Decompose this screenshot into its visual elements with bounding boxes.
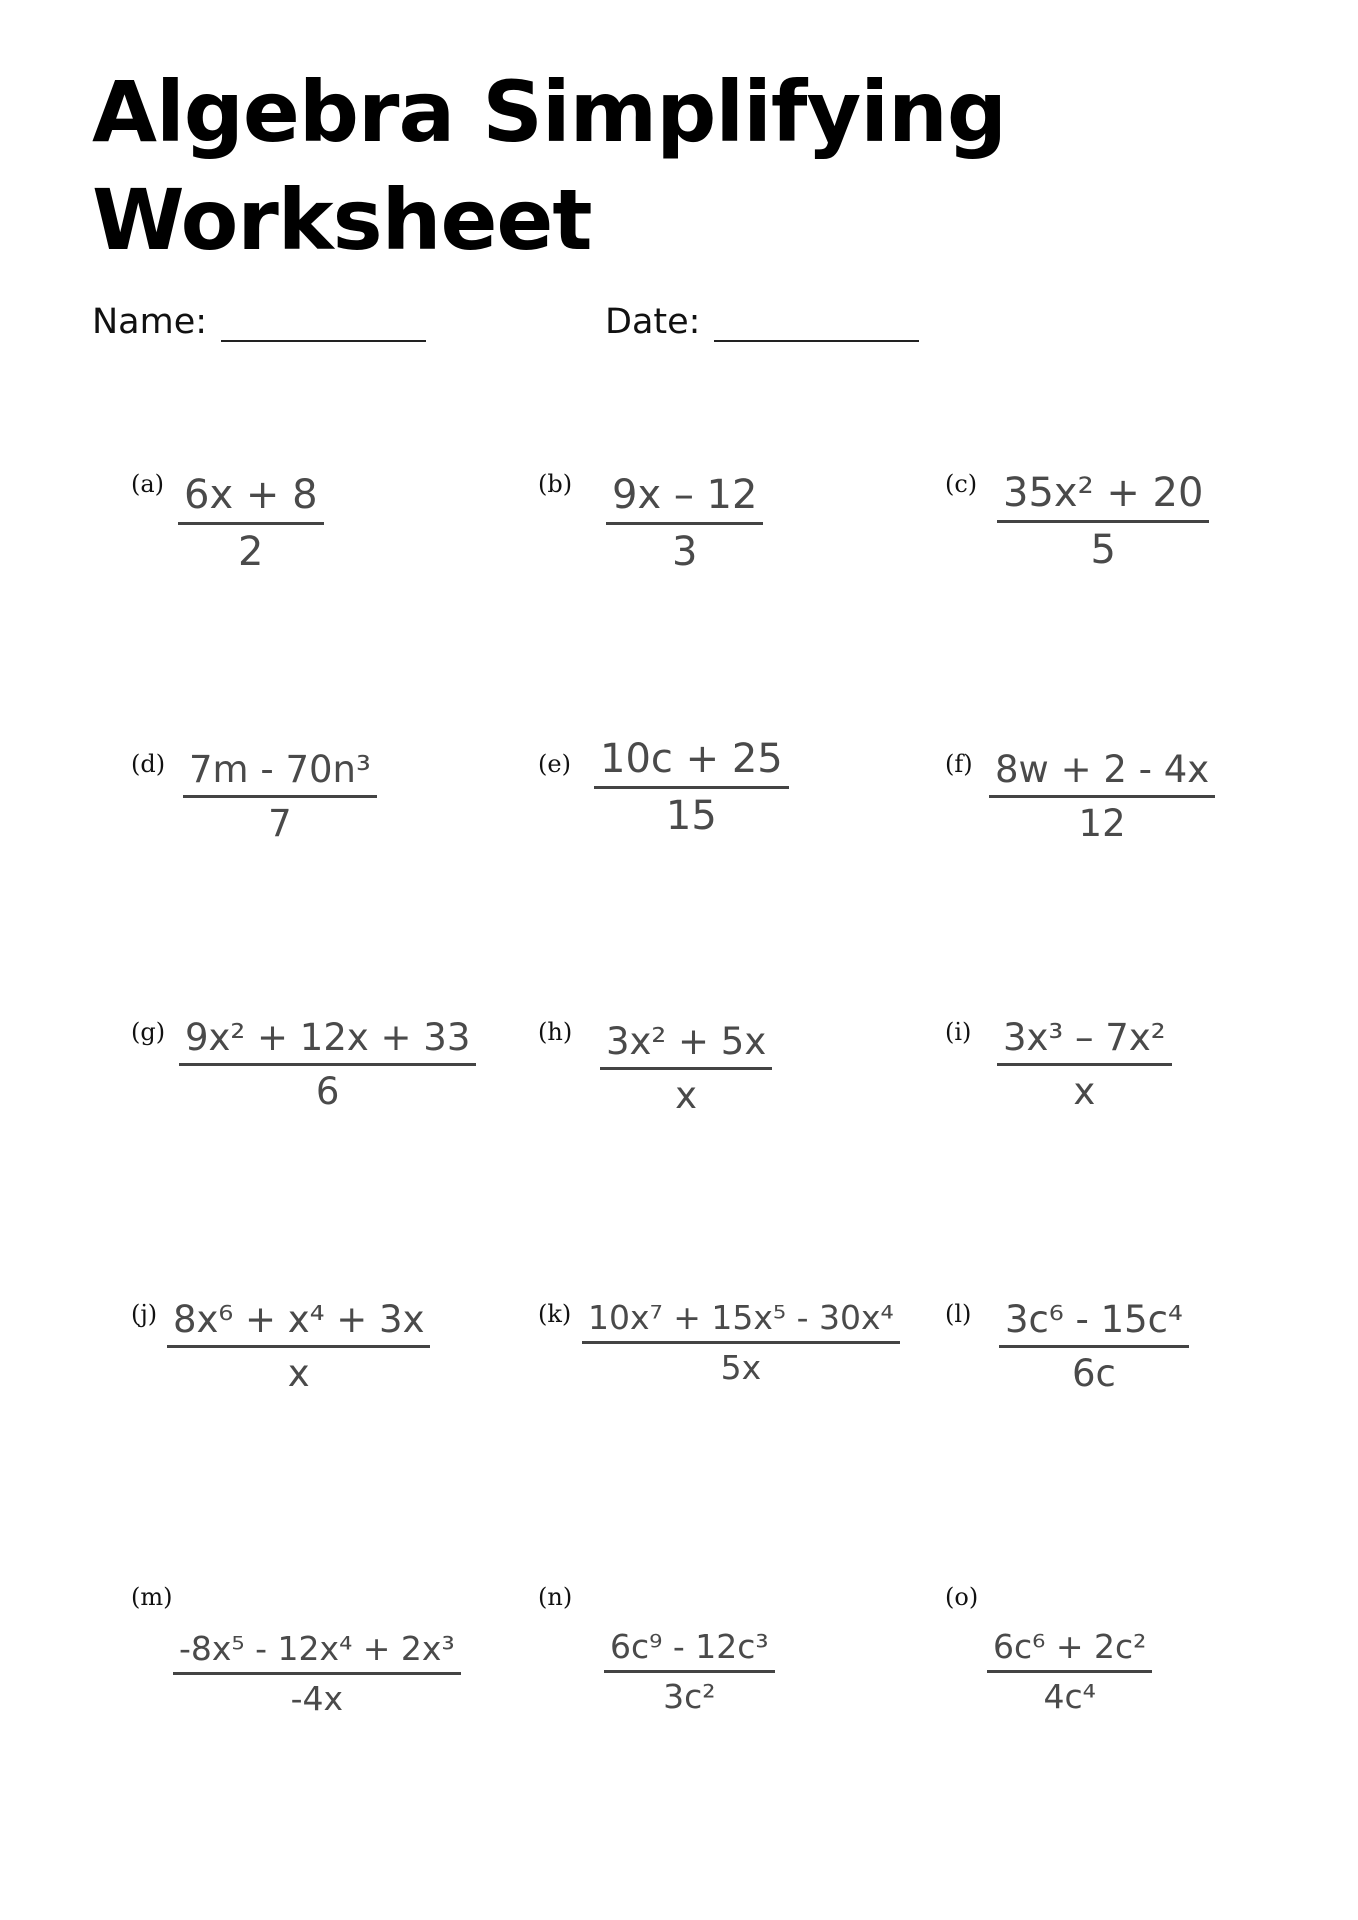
title-line-1: Algebra Simplifying [92,63,1006,161]
problem-label: (j) [131,1300,158,1328]
denominator: 3c² [663,1677,716,1716]
numerator: 6x + 8 [178,472,324,525]
numerator: 3x³ – 7x² [997,1016,1172,1066]
fraction [179,1016,476,1113]
fraction [606,472,763,575]
fraction [594,736,789,839]
numerator: 8x⁶ + x⁴ + 3x [167,1298,430,1348]
name-field [92,300,426,342]
problem-label: (l) [945,1300,972,1328]
worksheet-title [92,58,1006,274]
numerator: 9x – 12 [606,472,763,525]
date-blank-line[interactable] [714,300,919,342]
problem-label: (a) [131,470,165,498]
problem-label: (e) [538,750,571,778]
denominator: 6c [1071,1352,1116,1395]
numerator: 6c⁶ + 2c² [987,1627,1152,1673]
denominator: 5 [1090,527,1116,573]
fraction [997,470,1209,573]
denominator: 4c⁴ [1043,1677,1096,1716]
numerator: -8x⁵ - 12x⁴ + 2x³ [173,1629,461,1675]
fraction [987,1627,1152,1716]
fraction [600,1020,772,1117]
problem-label: (o) [945,1583,979,1611]
problem-label: (h) [538,1018,573,1046]
denominator: -4x [290,1679,344,1718]
problem-label: (f) [945,750,973,778]
denominator: x [1073,1070,1096,1113]
numerator: 7m - 70n³ [183,748,377,798]
problem-label: (k) [538,1300,572,1328]
numerator: 10c + 25 [594,736,789,789]
fraction [178,472,324,575]
fraction [989,748,1215,845]
denominator: 15 [665,793,717,839]
fraction [173,1629,461,1718]
date-field [605,300,919,342]
problem-label: (m) [131,1583,173,1611]
problem-label: (g) [131,1018,166,1046]
numerator: 35x² + 20 [997,470,1209,523]
fraction [999,1298,1189,1395]
problem-label: (c) [945,470,978,498]
numerator: 3x² + 5x [600,1020,772,1070]
fraction [582,1298,900,1387]
fraction [167,1298,430,1395]
fraction [604,1627,775,1716]
name-blank-line[interactable] [221,300,426,342]
numerator: 6c⁹ - 12c³ [604,1627,775,1673]
fraction [997,1016,1172,1113]
numerator: 10x⁷ + 15x⁵ - 30x⁴ [582,1298,900,1344]
denominator: 5x [720,1348,762,1387]
date-label: Date: [605,302,701,342]
problem-label: (b) [538,470,573,498]
name-label: Name: [92,302,208,342]
title-line-2: Worksheet [92,171,592,269]
problem-label: (i) [945,1018,972,1046]
problem-label: (d) [131,750,166,778]
denominator: 7 [268,802,292,845]
denominator: 12 [1078,802,1126,845]
denominator: 6 [315,1070,340,1113]
numerator: 8w + 2 - 4x [989,748,1215,798]
denominator: x [675,1074,698,1117]
problem-label: (n) [538,1583,573,1611]
denominator: 2 [238,529,264,575]
denominator: 3 [672,529,698,575]
fraction [183,748,377,845]
denominator: x [287,1352,310,1395]
numerator: 3c⁶ - 15c⁴ [999,1298,1189,1348]
numerator: 9x² + 12x + 33 [179,1016,476,1066]
